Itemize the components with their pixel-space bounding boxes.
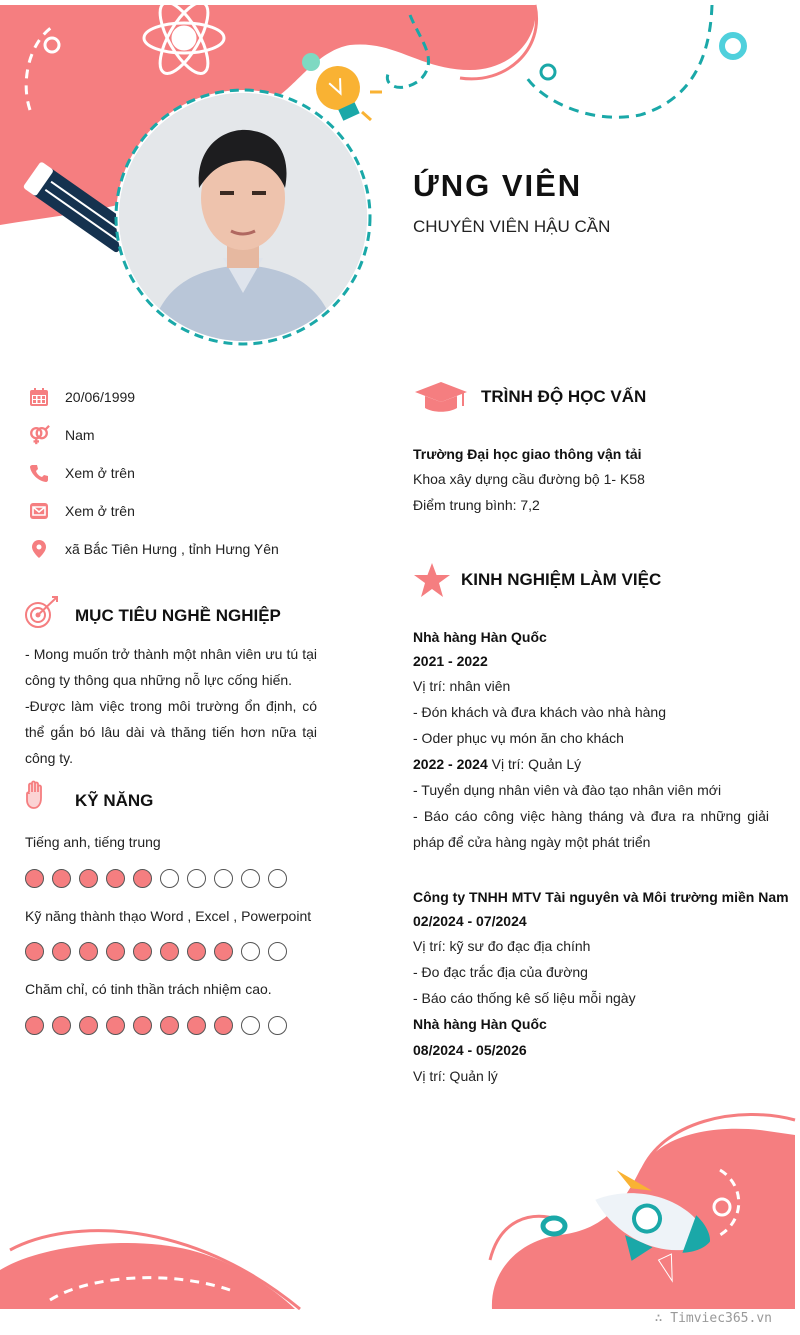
rating-dot-empty xyxy=(268,1016,287,1035)
profile-photo-frame xyxy=(114,88,372,346)
rating-dot-filled xyxy=(79,942,98,961)
rating-dot-filled xyxy=(52,1016,71,1035)
rating-dot-empty xyxy=(160,869,179,888)
rating-dot-filled xyxy=(187,942,206,961)
rating-dot-filled xyxy=(187,1016,206,1035)
graduation-cap-icon xyxy=(413,380,469,414)
rating-dot-filled xyxy=(52,869,71,888)
address-value: xã Bắc Tiên Hưng , tỉnh Hưng Yên xyxy=(65,541,279,557)
job2-duty-2: - Báo cáo thống kê số liệu mỗi ngày xyxy=(413,990,636,1006)
rating-dot-empty xyxy=(241,869,260,888)
location-pin-icon xyxy=(28,538,50,560)
star-icon xyxy=(413,562,451,598)
rating-dot-filled xyxy=(160,942,179,961)
job2-position: Vị trí: kỹ sư đo đạc địa chính xyxy=(413,938,591,954)
job1-duty-3: - Tuyển dụng nhân viên và đào tạo nhân viên mới xyxy=(413,782,722,798)
calendar-icon xyxy=(28,386,50,408)
gender-value: Nam xyxy=(65,427,95,443)
rating-dot-filled xyxy=(133,942,152,961)
skill-label-2: Kỹ năng thành thạo Word , Excel , Powerpoint xyxy=(25,908,312,924)
profile-photo xyxy=(119,93,367,341)
footer-decoration xyxy=(0,1100,800,1335)
experience-title: KINH NGHIỆM LÀM VIỆC xyxy=(461,570,662,589)
candidate-name: ỨNG VIÊN xyxy=(413,168,583,203)
rating-dot-filled xyxy=(133,869,152,888)
job1-duty-1: - Đón khách và đưa khách vào nhà hàng xyxy=(413,704,666,720)
skill-rating-3 xyxy=(25,1016,287,1035)
rating-dot-filled xyxy=(79,1016,98,1035)
job3-company: Nhà hàng Hàn Quốc xyxy=(413,1016,547,1032)
rating-dot-filled xyxy=(25,1016,44,1035)
watermark: ∴ Timviec365.vn xyxy=(654,1311,772,1326)
rating-dot-empty xyxy=(214,869,233,888)
phone-icon xyxy=(28,462,50,484)
info-email xyxy=(28,500,135,522)
skill-label-3: Chăm chỉ, có tinh thần trách nhiệm cao. xyxy=(25,981,272,997)
email-value: Xem ở trên xyxy=(65,503,135,519)
objective-title: MỤC TIÊU NGHỀ NGHIỆP xyxy=(75,606,281,625)
email-icon xyxy=(28,500,50,522)
skills-title: KỸ NĂNG xyxy=(75,791,154,810)
rating-dot-filled xyxy=(25,942,44,961)
skill-rating-1 xyxy=(25,869,287,888)
job1-period-2-line xyxy=(413,756,581,772)
candidate-job-title: CHUYÊN VIÊN HẬU CẦN xyxy=(413,217,611,236)
info-gender xyxy=(28,424,95,446)
info-birthday xyxy=(28,386,135,408)
education-school: Trường Đại học giao thông vận tải xyxy=(413,446,642,462)
hand-icon xyxy=(25,780,47,810)
objective-paragraph-1: - Mong muốn trở thành một nhân viên ưu tú tại công ty thông qua những nỗ lực cống hiến. xyxy=(25,646,317,688)
rating-dot-filled xyxy=(214,1016,233,1035)
job1-company: Nhà hàng Hàn Quốc xyxy=(413,629,547,645)
gender-icon xyxy=(28,424,50,446)
rating-dot-filled xyxy=(25,869,44,888)
rating-dot-filled xyxy=(79,869,98,888)
rating-dot-filled xyxy=(106,942,125,961)
job3-period: 08/2024 - 05/2026 xyxy=(413,1042,527,1058)
info-phone xyxy=(28,462,135,484)
rating-dot-filled xyxy=(52,942,71,961)
job1-period-2: 2022 - 2024 xyxy=(413,756,488,772)
rating-dot-filled xyxy=(106,1016,125,1035)
objective-text xyxy=(25,641,317,771)
job2-duty-1: - Đo đạc trắc địa của đường xyxy=(413,964,588,980)
job1-position-2: Vị trí: Quản Lý xyxy=(487,756,582,772)
job1-duty-2: - Oder phục vụ món ăn cho khách xyxy=(413,730,624,746)
education-faculty: Khoa xây dựng cầu đường bộ 1- K58 xyxy=(413,471,645,487)
skill-label-1: Tiếng anh, tiếng trung xyxy=(25,834,161,850)
rating-dot-filled xyxy=(106,869,125,888)
rating-dot-empty xyxy=(268,869,287,888)
job1-period-1: 2021 - 2022 xyxy=(413,653,488,669)
education-gpa: Điểm trung bình: 7,2 xyxy=(413,497,540,513)
target-icon xyxy=(24,595,60,629)
job2-period: 02/2024 - 07/2024 xyxy=(413,913,527,929)
rating-dot-filled xyxy=(160,1016,179,1035)
info-address xyxy=(28,538,279,560)
objective-paragraph-2: -Được làm việc trong môi trường ổn định, có thể gắn bó lâu dài và thăng tiến hơn nữa tại công ty. xyxy=(25,698,317,766)
phone-value: Xem ở trên xyxy=(65,465,135,481)
rating-dot-filled xyxy=(133,1016,152,1035)
rating-dot-empty xyxy=(187,869,206,888)
rating-dot-empty xyxy=(241,942,260,961)
job1-position-1: Vị trí: nhân viên xyxy=(413,678,511,694)
rating-dot-filled xyxy=(214,942,233,961)
education-title: TRÌNH ĐỘ HỌC VẤN xyxy=(481,387,647,406)
rating-dot-empty xyxy=(241,1016,260,1035)
skill-rating-2 xyxy=(25,942,287,961)
job2-company: Công ty TNHH MTV Tài nguyên và Môi trường miền Nam xyxy=(413,889,789,905)
job1-duty-4: - Báo cáo công việc hàng tháng và đưa ra những giải pháp để cửa hàng ngày một phát triển xyxy=(413,808,769,850)
job3-position: Vị trí: Quản lý xyxy=(413,1068,498,1084)
birthday-value: 20/06/1999 xyxy=(65,389,136,405)
rating-dot-empty xyxy=(268,942,287,961)
